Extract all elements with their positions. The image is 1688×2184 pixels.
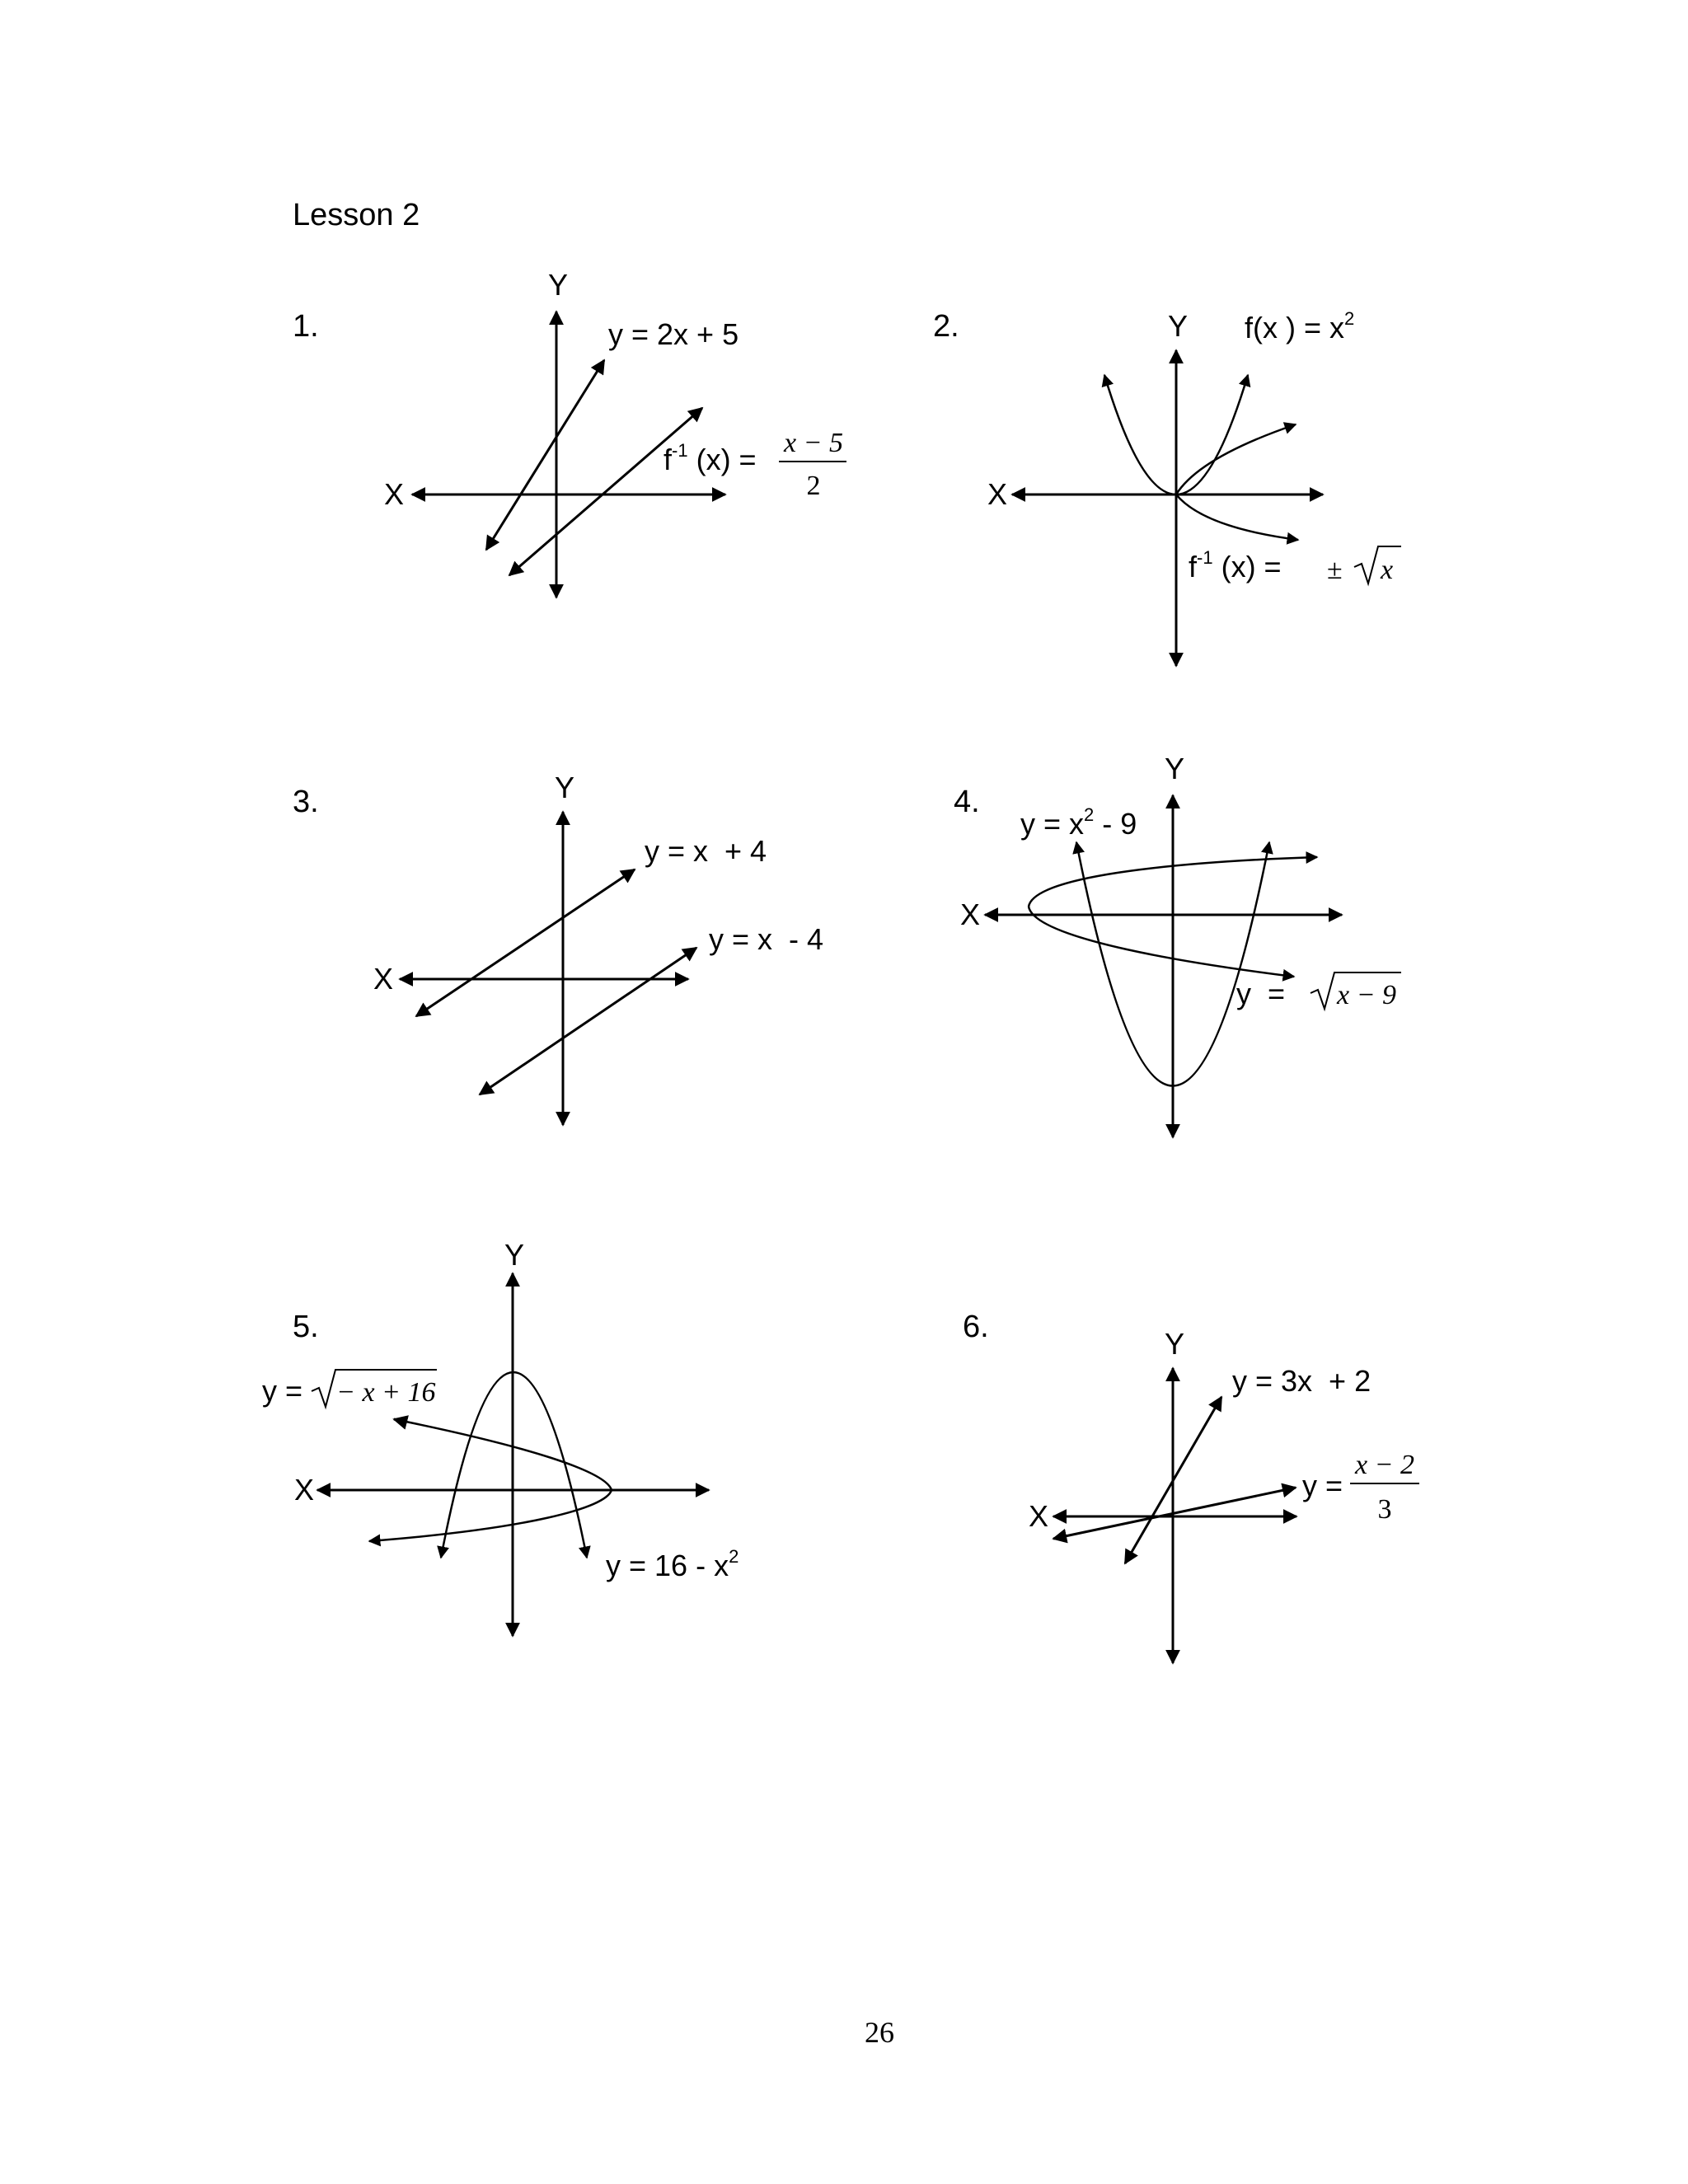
problem-6-y-label: Y [1165,1327,1185,1361]
problem-3-lower-label: y = x - 4 [709,922,824,956]
problem-6-number: 6. [963,1310,989,1344]
problem-2-x-label: X [987,477,1008,511]
problem-6-x-label: X [1029,1499,1049,1533]
problem-6-inverse-line [1053,1488,1296,1539]
problem-4-graph [954,752,1401,1137]
problem-1-numerator: x − 5 [783,428,844,458]
problem-2-radicand: x [1381,555,1394,585]
problem-1-x-label: X [384,477,405,511]
problem-5-radicand: − x + 16 [336,1377,436,1408]
problem-2-inverse-exponent: -1 [1197,547,1213,568]
problem-4-function-exponent: 2 [1084,804,1095,825]
problem-1-function-label: y = 2x + 5 [608,317,739,351]
problem-1-y-label: Y [548,268,569,302]
problem-4-function-base: y = x [1020,807,1085,841]
problem-4-number: 4. [954,785,980,819]
problem-3-number: 3. [293,785,319,819]
problem-2-inverse-upper [1176,424,1296,494]
problem-3-upper-line [416,869,635,1016]
problem-4-function-tail: - 9 [1094,807,1137,841]
problem-5-inverse-lower [369,1490,612,1541]
lesson-heading: Lesson 2 [293,198,420,232]
problem-4-function-label [1020,804,1137,841]
problem-4-y-label: Y [1165,752,1185,785]
problem-2-inverse-arg: (x) = [1212,550,1282,583]
problem-6-numerator: x − 2 [1354,1450,1415,1480]
problem-1-inverse-arg: (x) = [687,443,757,476]
problem-4-radicand: x − 9 [1337,980,1397,1010]
problem-2-number: 2. [933,309,959,344]
problem-5-inverse-label: y = [262,1374,303,1408]
problem-1-inverse-exponent: -1 [672,440,688,461]
problem-2-graph [933,308,1401,666]
problem-5-function-base: y = 16 - x [606,1549,729,1582]
problem-5-function-label [606,1546,738,1582]
problem-1-inverse-label [663,440,757,476]
problem-5-inverse-upper [394,1419,612,1490]
problem-5-function-exponent: 2 [729,1546,739,1567]
problem-5-graph [262,1238,738,1636]
problem-2-inverse-lower [1176,494,1298,540]
problem-2-function-label [1245,308,1354,344]
problem-1-denominator: 2 [806,471,821,501]
problem-1-graph [293,268,846,598]
problem-6-function-label: y = 3x + 2 [1232,1364,1372,1398]
problem-2-radical-sign [1354,546,1401,583]
problem-4-x-label: X [960,898,981,931]
problem-2-y-label: Y [1168,309,1189,343]
problem-5-inverse-upper-tip [394,1419,404,1422]
problem-2-function-base: f(x ) = x [1245,311,1345,344]
problem-3-upper-label: y = x + 4 [645,834,767,868]
problem-4-inverse-lower [1029,907,1294,977]
problem-1-inverse-line [509,408,702,575]
problem-1-inverse-prefix: f [663,443,673,476]
problem-4-inverse-label: y = [1236,977,1286,1010]
problem-2-inverse-prefix: f [1189,550,1198,583]
problem-1-function-line [486,360,604,550]
problem-3-graph [293,771,823,1125]
problem-3-y-label: Y [555,771,575,804]
problem-5-number: 5. [293,1310,319,1344]
problem-2-function-exponent: 2 [1344,308,1355,329]
problem-2-plus-minus: ± [1327,555,1343,585]
problem-6-inverse-label: y = [1302,1469,1343,1502]
problem-6-denominator: 3 [1377,1494,1392,1525]
problem-1-number: 1. [293,309,319,344]
problem-3-x-label: X [373,962,394,996]
problem-5-x-label: X [294,1473,315,1507]
page-number: 26 [865,2016,894,2049]
problem-5-y-label: Y [504,1238,525,1272]
problem-6-graph [963,1310,1419,1663]
problem-3-lower-line [480,948,696,1094]
problem-2-inverse-label [1189,547,1282,583]
